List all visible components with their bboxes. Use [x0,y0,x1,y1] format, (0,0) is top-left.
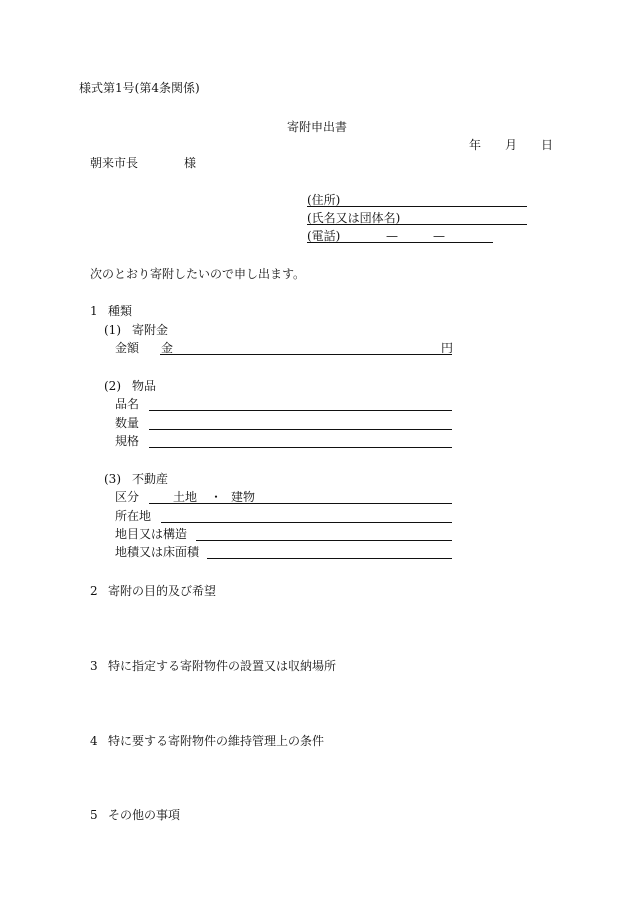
applicant-name-label: (氏名又は団体名) [307,211,401,225]
amount-unit: 円 [441,341,454,355]
class-label: 区分 [115,490,140,504]
area-field[interactable] [207,558,452,559]
amount-field[interactable] [160,354,452,355]
class-option-land[interactable]: 土地 [173,490,198,504]
section-5-title: その他の事項 [108,808,181,822]
location-label: 所在地 [115,509,152,523]
applicant-address-field[interactable] [307,206,527,207]
subsection-goods-title: 物品 [132,379,157,393]
section-5-number: 5 [90,808,98,822]
section-1-number: 1 [90,304,98,318]
form-number: 様式第1号(第4条関係) [79,81,200,95]
section-2-number: 2 [90,584,98,598]
spec-field[interactable] [149,447,452,448]
amount-label: 金額 [115,341,140,355]
item-name-label: 品名 [115,397,140,411]
section-4-title: 特に要する寄附物件の維持管理上の条件 [108,734,325,748]
form-title: 寄附申出書 [287,120,348,134]
quantity-field[interactable] [149,429,452,430]
applicant-phone-field[interactable] [307,242,493,243]
spec-label: 規格 [115,434,140,448]
phone-separator-1: — [386,229,398,243]
section-3-title: 特に指定する寄附物件の設置又は収納場所 [108,659,337,673]
intro-text: 次のとおり寄附したいので申し出ます。 [90,267,306,281]
class-option-building[interactable]: 建物 [231,490,256,504]
class-option-separator: ・ [210,490,223,504]
date-day-label: 日 [541,138,554,152]
applicant-phone-label: (電話) [307,229,341,243]
quantity-label: 数量 [115,416,140,430]
class-field[interactable] [149,503,452,504]
applicant-address-label: (住所) [307,193,341,207]
area-label: 地積又は床面積 [115,545,200,559]
landuse-label: 地目又は構造 [115,527,188,541]
addressee-name: 朝来市長 [90,156,139,170]
item-name-field[interactable] [149,410,452,411]
section-4-number: 4 [90,734,98,748]
subsection-goods-number: (2) [104,379,121,393]
section-1-title: 種類 [108,304,133,318]
subsection-money-number: (1) [104,323,121,337]
date-month-label: 月 [505,138,518,152]
section-2-title: 寄附の目的及び希望 [108,584,217,598]
section-3-number: 3 [90,659,98,673]
location-field[interactable] [161,522,452,523]
subsection-realestate-number: (3) [104,472,121,486]
amount-prefix: 金 [161,341,174,355]
landuse-field[interactable] [196,540,452,541]
subsection-money-title: 寄附金 [132,323,169,337]
addressee-honorific: 様 [184,156,197,170]
phone-separator-2: — [433,229,445,243]
applicant-name-field[interactable] [307,224,527,225]
date-year-label: 年 [469,138,482,152]
subsection-realestate-title: 不動産 [132,472,169,486]
